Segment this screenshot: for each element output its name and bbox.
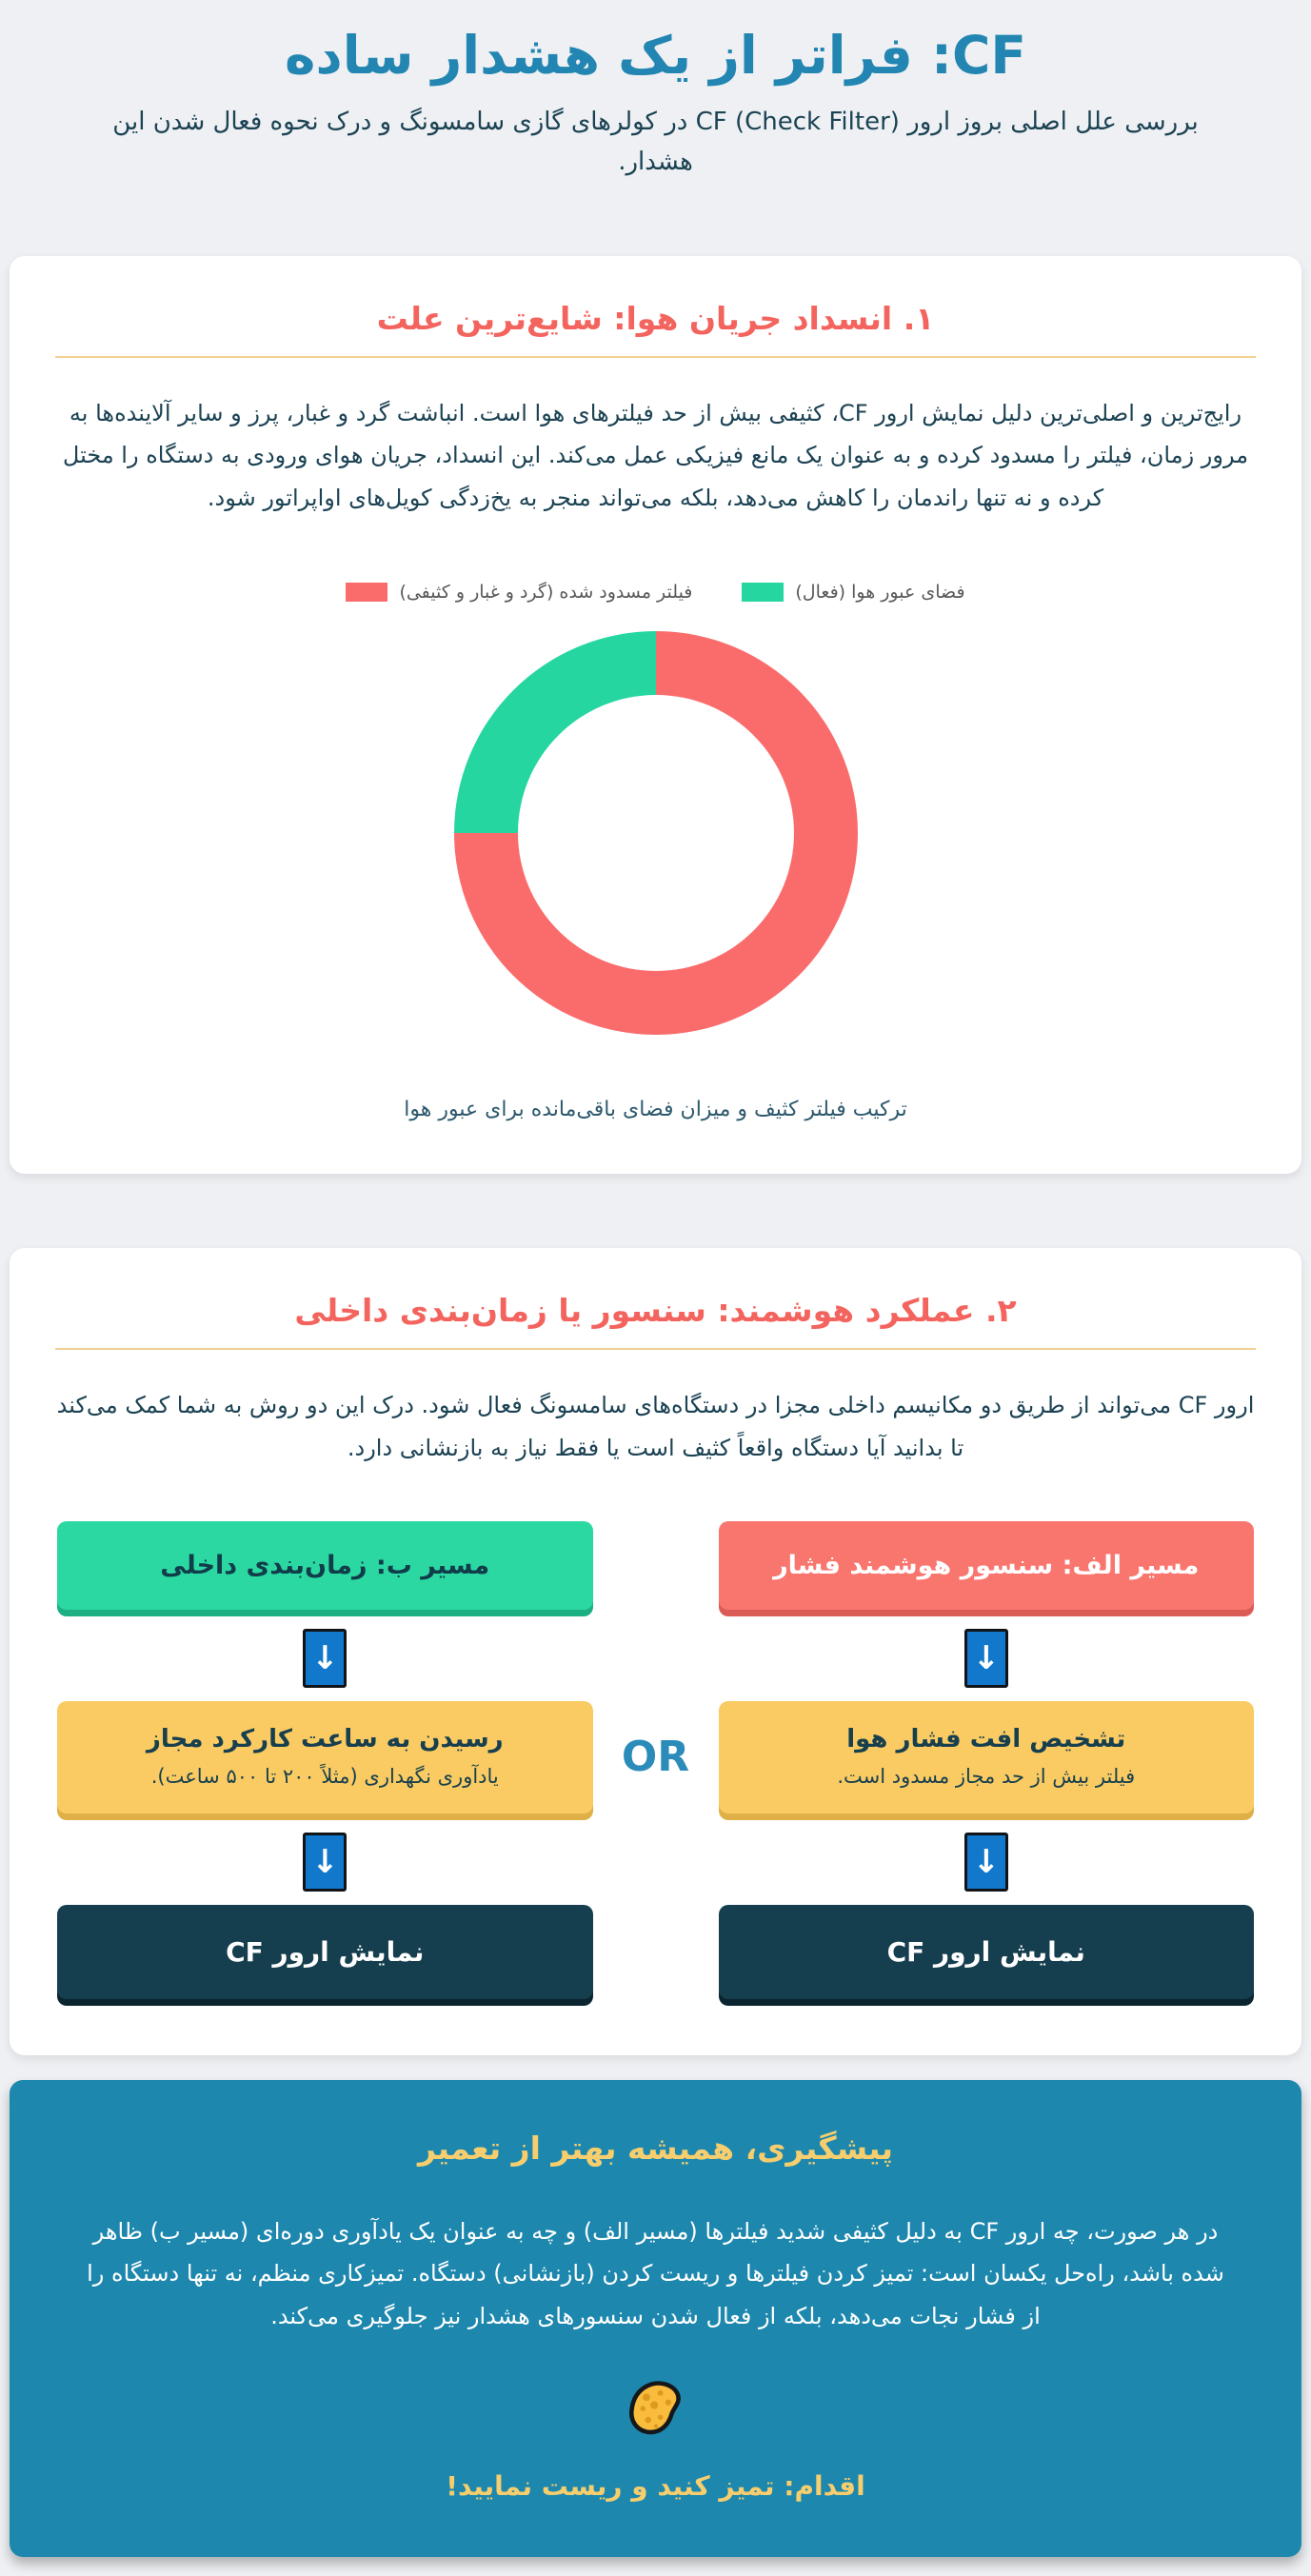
down-arrow-glyph: ↓ <box>972 1842 1000 1881</box>
down-arrow-icon <box>303 1833 347 1892</box>
flow-arrow-cell <box>717 1629 1257 1688</box>
down-arrow-glyph: ↓ <box>311 1638 339 1677</box>
chart-caption: ترکیب فیلتر کثیف و میزان فضای باقی‌مانده برای عبور هوا <box>404 1098 907 1122</box>
flow-result-path-a: نمایش ارور CF <box>719 1905 1255 1999</box>
footer-action: اقدام: تمیز کنید و ریست نمایید! <box>446 2470 865 2503</box>
page-subtitle: بررسی علل اصلی بروز ارور CF (Check Filter) در کولرهای گازی سامسونگ و درک نحوه فعال شدن این هشدار. <box>112 107 1199 176</box>
flow-spacer <box>595 1662 717 1663</box>
section2-paragraph: ارور CF می‌تواند از طریق دو مکانیسم داخلی مجزا در دستگاه‌های سامسونگ فعال شود. درک این دو روش به شما کمک می‌کند تا بدانید آیا دستگاه واقعاً کثیف است یا فقط نیاز به بازنشانی دارد. <box>56 1392 1255 1461</box>
footer-callout <box>10 2080 1301 2557</box>
legend-swatch-red <box>346 583 387 602</box>
header <box>10 23 1301 182</box>
flow-step-title: تشخیص افت فشار هوا <box>846 1724 1126 1754</box>
flow-arrow-cell <box>55 1629 595 1688</box>
footer-paragraph: در هر صورت، چه ارور CF به دلیل کثیفی شدید فیلترها (مسیر الف) و چه به عنوان یک یادآوری دوره‌ای (مسیر ب) ظاهر شده باشد، راه‌حل یکسان است: تمیز کردن فیلترها و ریست کردن (بازنشانی) دستگاه. تمیزکاری منظم، نه تنها دستگاه را از فشار نجات می‌دهد، بلکه از فعال شدن سنسورهای هشدار نیز جلوگیری می‌کند. <box>87 2217 1224 2329</box>
flow-spacer <box>595 1866 717 1867</box>
flow-step-desc: یادآوری نگهداری (مثلاً ۲۰۰ تا ۵۰۰ ساعت). <box>150 1764 499 1788</box>
down-arrow-glyph: ↓ <box>311 1842 339 1881</box>
down-arrow-glyph: ↓ <box>972 1638 1000 1677</box>
flow-step-desc: فیلتر بیش از حد مجاز مسدود است. <box>837 1764 1136 1788</box>
legend-label: فضای عبور هوا (فعال) <box>795 582 965 604</box>
flow-step-path-a <box>719 1701 1255 1813</box>
section1-paragraph: رایج‌ترین و اصلی‌ترین دلیل نمایش ارور CF، کثیفی بیش از حد فیلترهای هوا است. انباشت گرد و غبار، پرز و سایر آلاینده‌ها به مرور زمان، فیلتر را مسدود کرده و به عنوان یک مانع فیزیکی عمل می‌کند. این انسداد، جریان هوای ورودی به دستگاه را مختل کرده و نه تنها راندمان را کاهش می‌دهد، بلکه می‌تواند منجر به یخ‌زدگی کویل‌های اواپراتور شود. <box>62 399 1249 511</box>
down-arrow-icon <box>964 1629 1008 1688</box>
donut-chart <box>454 631 858 1035</box>
chart-area <box>55 582 1256 1121</box>
section2-heading: ۲. عملکرد هوشمند: سنسور یا زمان‌بندی داخلی <box>55 1288 1256 1350</box>
page-title: CF: فراتر از یک هشدار ساده <box>285 25 1026 86</box>
chart-legend <box>55 582 1256 603</box>
flow-spacer <box>595 1573 717 1574</box>
flow-arrow-cell <box>55 1833 595 1892</box>
footer-heading: پیشگیری، همیشه بهتر از تعمیر <box>417 2129 894 2167</box>
legend-item-active-air[interactable] <box>742 582 964 603</box>
flow-start-path-a: مسیر الف: سنسور هوشمند فشار <box>719 1521 1255 1610</box>
legend-swatch-green <box>742 583 784 602</box>
flowchart <box>55 1521 1256 2003</box>
flow-spacer <box>595 1953 717 1954</box>
or-label: OR <box>621 1733 690 1782</box>
sponge-icon <box>69 2379 1242 2446</box>
flow-start-path-b: مسیر ب: زمان‌بندی داخلی <box>57 1521 593 1610</box>
down-arrow-icon <box>303 1629 347 1688</box>
section-card-airflow <box>10 256 1301 1174</box>
flow-step-title: رسیدن به ساعت کارکرد مجاز <box>146 1724 504 1754</box>
flow-result-path-b: نمایش ارور CF <box>57 1905 593 1999</box>
legend-item-blocked-filter[interactable] <box>346 582 692 603</box>
flow-arrow-cell <box>717 1833 1257 1892</box>
section1-heading: ۱. انسداد جریان هوا: شایع‌ترین علت <box>55 296 1256 358</box>
flow-step-path-b <box>57 1701 593 1813</box>
legend-label: فیلتر مسدود شده (گرد و غبار و کثیفی) <box>399 582 693 604</box>
down-arrow-icon <box>964 1833 1008 1892</box>
section-card-mechanisms <box>10 1248 1301 2055</box>
